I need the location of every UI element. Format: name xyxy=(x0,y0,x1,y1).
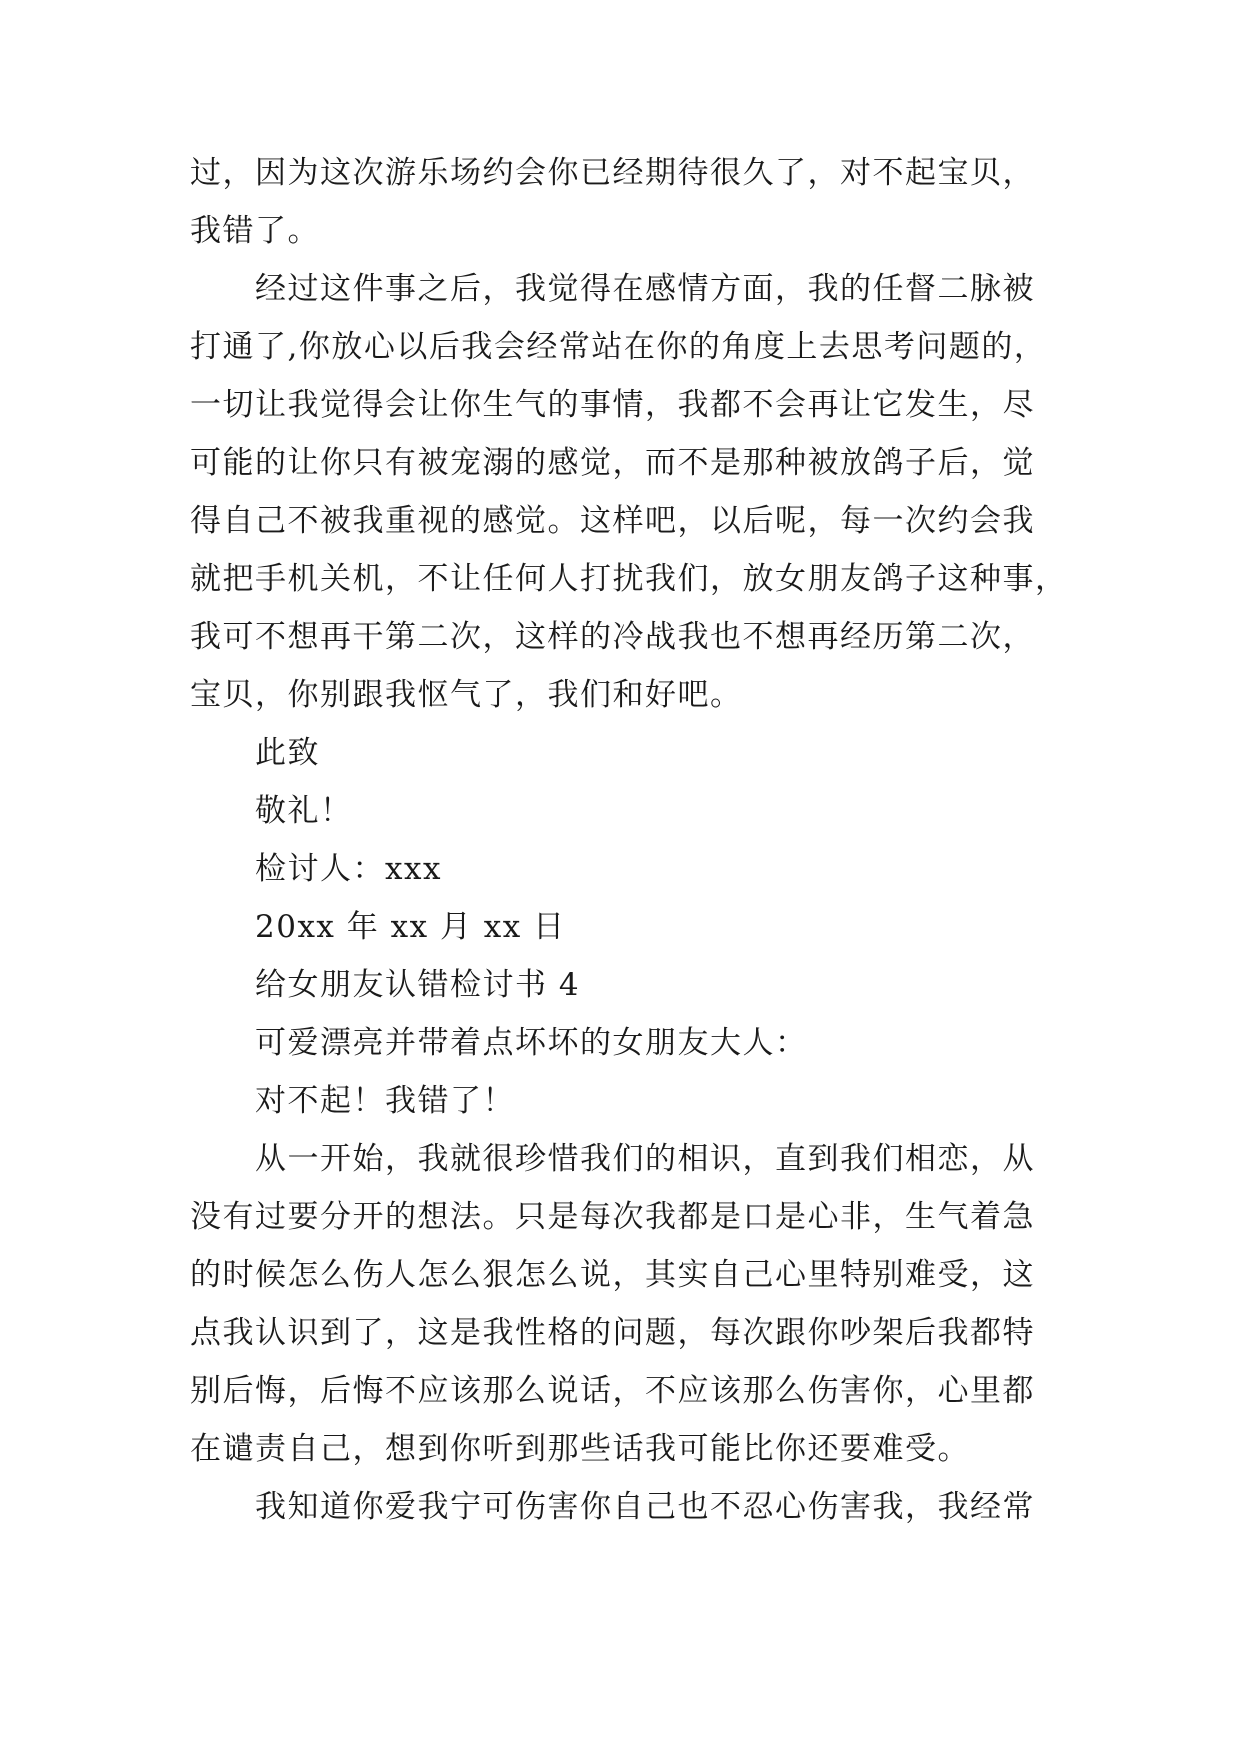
paragraph-line: 的时候怎么伤人怎么狠怎么说，其实自己心里特别难受，这 xyxy=(190,1257,1035,1293)
greeting-line: 可爱漂亮并带着点坏坏的女朋友大人： xyxy=(255,1025,808,1061)
paragraph-line: 可能的让你只有被宠溺的感觉，而不是那种被放鸽子后，觉 xyxy=(190,445,1035,481)
paragraph-line: 得自己不被我重视的感觉。这样吧，以后呢，每一次约会我 xyxy=(190,503,1035,539)
closing-salutation: 此致 xyxy=(255,735,320,771)
paragraph-line: 经过这件事之后，我觉得在感情方面，我的任督二脉被 xyxy=(255,271,1035,307)
paragraph-line: 一切让我觉得会让你生气的事情，我都不会再让它发生，尽 xyxy=(190,387,1035,423)
signer-line: 检讨人：xxx xyxy=(255,851,442,887)
paragraph-line: 就把手机关机，不让任何人打扰我们，放女朋友鸽子这种事， xyxy=(190,561,1068,597)
paragraph-line: 在谴责自己，想到你听到那些话我可能比你还要难受。 xyxy=(190,1431,970,1467)
paragraph-line: 过，因为这次游乐场约会你已经期待很久了，对不起宝贝， xyxy=(190,155,1035,191)
closing-regards: 敬礼！ xyxy=(255,793,353,829)
paragraph-line: 我错了。 xyxy=(190,213,320,249)
paragraph-line: 宝贝，你别跟我怄气了，我们和好吧。 xyxy=(190,677,743,713)
apology-line: 对不起！我错了！ xyxy=(255,1083,515,1119)
paragraph-line: 别后悔，后悔不应该那么说话，不应该那么伤害你，心里都 xyxy=(190,1373,1035,1409)
date-line: 20xx 年 xx 月 xx 日 xyxy=(255,909,566,945)
section-title: 给女朋友认错检讨书 4 xyxy=(255,967,581,1003)
paragraph-line: 从一开始，我就很珍惜我们的相识，直到我们相恋，从 xyxy=(255,1141,1035,1177)
paragraph-line: 打通了,你放心以后我会经常站在你的角度上去思考问题的， xyxy=(190,329,1047,365)
paragraph-line: 我知道你爱我宁可伤害你自己也不忍心伤害我，我经常 xyxy=(255,1489,1035,1525)
paragraph-line: 没有过要分开的想法。只是每次我都是口是心非，生气着急 xyxy=(190,1199,1035,1235)
paragraph-line: 点我认识到了，这是我性格的问题，每次跟你吵架后我都特 xyxy=(190,1315,1035,1351)
paragraph-line: 我可不想再干第二次，这样的冷战我也不想再经历第二次， xyxy=(190,619,1035,655)
